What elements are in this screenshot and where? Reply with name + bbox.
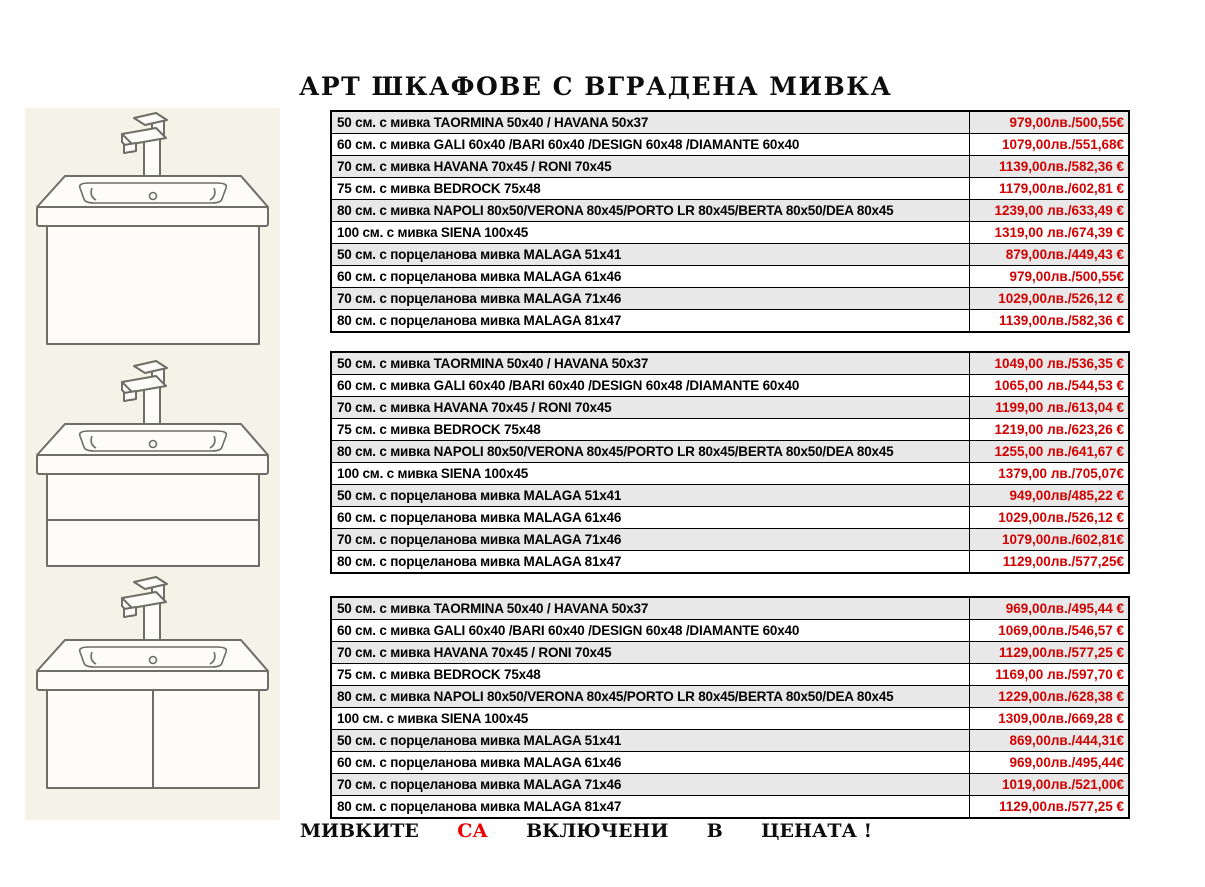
price-cell: 1129,00лв./577,25€ <box>1002 554 1124 569</box>
table-row <box>332 419 1128 441</box>
faucet-icon <box>122 113 167 178</box>
table-row <box>332 200 1128 222</box>
price-cell: 1219,00 лв./623,26 € <box>994 422 1124 437</box>
price-cell: 979,00лв./500,55€ <box>1009 115 1124 130</box>
product-description-cell: 70 см. с порцеланова мивка MALAGA 71x46 <box>332 529 970 550</box>
table-row <box>332 752 1128 774</box>
price-cell: 1229,00лв./628,38 € <box>998 689 1124 704</box>
table-row <box>332 244 1128 266</box>
product-description-cell: 100 см. с мивка SIENA 100x45 <box>332 708 970 729</box>
table-row <box>332 686 1128 708</box>
product-description-cell: 60 см. с мивка GALI 60x40 /BARI 60x40 /DESIGN 60x48 /DIAMANTE 60x40 <box>332 375 970 396</box>
price-cell: 1239,00 лв./633,49 € <box>994 203 1124 218</box>
cabinet-body-two-doors <box>47 690 259 788</box>
price-cell: 1129,00лв./577,25 € <box>999 645 1124 660</box>
product-description-cell: 50 см. с мивка TAORMINA 50x40 / HAVANA 50x37 <box>332 353 970 374</box>
product-description-cell: 80 см. с мивка NAPOLI 80x50/VERONA 80x45/PORTO LR 80x45/BERTA 80x50/DEA 80x45 <box>332 441 970 462</box>
table-row <box>332 288 1128 310</box>
price-table-2 <box>330 351 1130 574</box>
table-row <box>332 620 1128 642</box>
table-row <box>332 730 1128 752</box>
product-description-cell: 75 см. с мивка BEDROCK 75x48 <box>332 419 970 440</box>
product-description-cell: 60 см. с порцеланова мивка MALAGA 61x46 <box>332 752 970 773</box>
price-cell: 1069,00лв./546,57 € <box>998 623 1124 638</box>
table-row <box>332 266 1128 288</box>
price-cell: 1129,00лв./577,25 € <box>999 799 1124 814</box>
product-description-cell: 60 см. с мивка GALI 60x40 /BARI 60x40 /DESIGN 60x48 /DIAMANTE 60x40 <box>332 620 970 641</box>
price-cell: 1319,00 лв./674,39 € <box>994 225 1124 240</box>
price-cell: 969,00лв./495,44 € <box>1005 601 1124 616</box>
footer-word: ВКЛЮЧЕНИ <box>526 820 669 842</box>
price-cell: 1029,00лв./526,12 € <box>998 291 1124 306</box>
price-cell: 869,00лв./444,31€ <box>1009 733 1124 748</box>
price-cell: 879,00лв./449,43 € <box>1005 247 1124 262</box>
footer-word: МИВКИТЕ <box>300 820 419 842</box>
product-description-cell: 50 см. с порцеланова мивка MALAGA 51x41 <box>332 244 970 265</box>
product-description-cell: 50 см. с мивка TAORMINA 50x40 / HAVANA 50x37 <box>332 112 970 133</box>
table-row <box>332 178 1128 200</box>
vanity-single-front-drawing <box>25 112 280 350</box>
footer-word: В <box>706 820 723 842</box>
price-cell: 979,00лв./500,55€ <box>1009 269 1124 284</box>
price-table-1 <box>330 110 1130 333</box>
price-cell: 1139,00лв./582,36 € <box>999 313 1124 328</box>
table-row <box>332 463 1128 485</box>
product-description-cell: 80 см. с порцеланова мивка MALAGA 81x47 <box>332 796 970 817</box>
product-description-cell: 70 см. с мивка HAVANA 70x45 / RONI 70x45 <box>332 642 970 663</box>
table-row <box>332 134 1128 156</box>
sink-top <box>37 640 268 690</box>
table-row <box>332 441 1128 463</box>
price-cell: 1199,00 лв./613,04 € <box>995 400 1124 415</box>
table-row <box>332 353 1128 375</box>
table-row <box>332 375 1128 397</box>
table-row <box>332 397 1128 419</box>
price-table-3 <box>330 596 1130 819</box>
price-cell: 949,00лв/485,22 € <box>1009 488 1124 503</box>
price-cell: 1079,00лв./551,68€ <box>1002 137 1124 152</box>
table-row <box>332 507 1128 529</box>
table-row <box>332 529 1128 551</box>
cabinet-body-two-drawers <box>47 474 259 566</box>
footer-word-highlighted: СА <box>457 820 488 842</box>
price-cell: 1065,00 лв./544,53 € <box>994 378 1124 393</box>
product-description-cell: 70 см. с порцеланова мивка MALAGA 71x46 <box>332 288 970 309</box>
price-cell: 1049,00 лв./536,35 € <box>994 356 1124 371</box>
table-row <box>332 112 1128 134</box>
price-cell: 1179,00лв./602,81 € <box>999 181 1124 196</box>
sink-top <box>37 424 268 474</box>
table-row <box>332 310 1128 331</box>
footer-word: ЦЕНАТА ! <box>761 820 872 842</box>
product-description-cell: 60 см. с порцеланова мивка MALAGA 61x46 <box>332 507 970 528</box>
price-cell: 1019,00лв./521,00€ <box>1002 777 1124 792</box>
faucet-icon <box>122 361 167 426</box>
page-title: АРТ ШКАФОВЕ С ВГРАДЕНА МИВКА <box>299 72 893 101</box>
product-description-cell: 75 см. с мивка BEDROCK 75x48 <box>332 664 970 685</box>
table-row <box>332 551 1128 572</box>
product-description-cell: 80 см. с мивка NAPOLI 80x50/VERONA 80x45/PORTO LR 80x45/BERTA 80x50/DEA 80x45 <box>332 686 970 707</box>
price-cell: 1079,00лв./602,81€ <box>1002 532 1124 547</box>
price-cell: 1169,00 лв./597,70 € <box>995 667 1124 682</box>
table-row <box>332 664 1128 686</box>
table-row <box>332 708 1128 730</box>
faucet-icon <box>122 577 167 642</box>
table-row <box>332 485 1128 507</box>
cabinet-body-single <box>47 226 259 344</box>
table-row <box>332 642 1128 664</box>
sink-top <box>37 176 268 226</box>
product-description-cell: 100 см. с мивка SIENA 100x45 <box>332 222 970 243</box>
price-cell: 1139,00лв./582,36 € <box>999 159 1124 174</box>
footer-note <box>300 820 872 842</box>
product-description-cell: 70 см. с мивка HAVANA 70x45 / RONI 70x45 <box>332 156 970 177</box>
price-cell: 969,00лв./495,44€ <box>1009 755 1124 770</box>
price-cell: 1309,00лв./669,28 € <box>998 711 1124 726</box>
vanity-two-doors-drawing <box>25 576 280 794</box>
product-description-cell: 60 см. с порцеланова мивка MALAGA 61x46 <box>332 266 970 287</box>
product-description-cell: 70 см. с порцеланова мивка MALAGA 71x46 <box>332 774 970 795</box>
product-description-cell: 100 см. с мивка SIENA 100x45 <box>332 463 970 484</box>
price-cell: 1379,00 лв./705,07€ <box>998 466 1124 481</box>
price-cell: 1255,00 лв./641,67 € <box>994 444 1124 459</box>
product-description-cell: 80 см. с порцеланова мивка MALAGA 81x47 <box>332 310 970 331</box>
price-cell: 1029,00лв./526,12 € <box>998 510 1124 525</box>
product-description-cell: 50 см. с порцеланова мивка MALAGA 51x41 <box>332 485 970 506</box>
product-description-cell: 75 см. с мивка BEDROCK 75x48 <box>332 178 970 199</box>
product-description-cell: 70 см. с мивка HAVANA 70x45 / RONI 70x45 <box>332 397 970 418</box>
vanity-illustration-panel <box>25 108 280 820</box>
product-description-cell: 80 см. с порцеланова мивка MALAGA 81x47 <box>332 551 970 572</box>
table-row <box>332 796 1128 817</box>
product-description-cell: 80 см. с мивка NAPOLI 80x50/VERONA 80x45/PORTO LR 80x45/BERTA 80x50/DEA 80x45 <box>332 200 970 221</box>
product-description-cell: 50 см. с мивка TAORMINA 50x40 / HAVANA 50x37 <box>332 598 970 619</box>
vanity-two-drawers-drawing <box>25 360 280 572</box>
product-description-cell: 60 см. с мивка GALI 60x40 /BARI 60x40 /DESIGN 60x48 /DIAMANTE 60x40 <box>332 134 970 155</box>
table-row <box>332 598 1128 620</box>
product-description-cell: 50 см. с порцеланова мивка MALAGA 51x41 <box>332 730 970 751</box>
table-row <box>332 774 1128 796</box>
table-row <box>332 156 1128 178</box>
table-row <box>332 222 1128 244</box>
